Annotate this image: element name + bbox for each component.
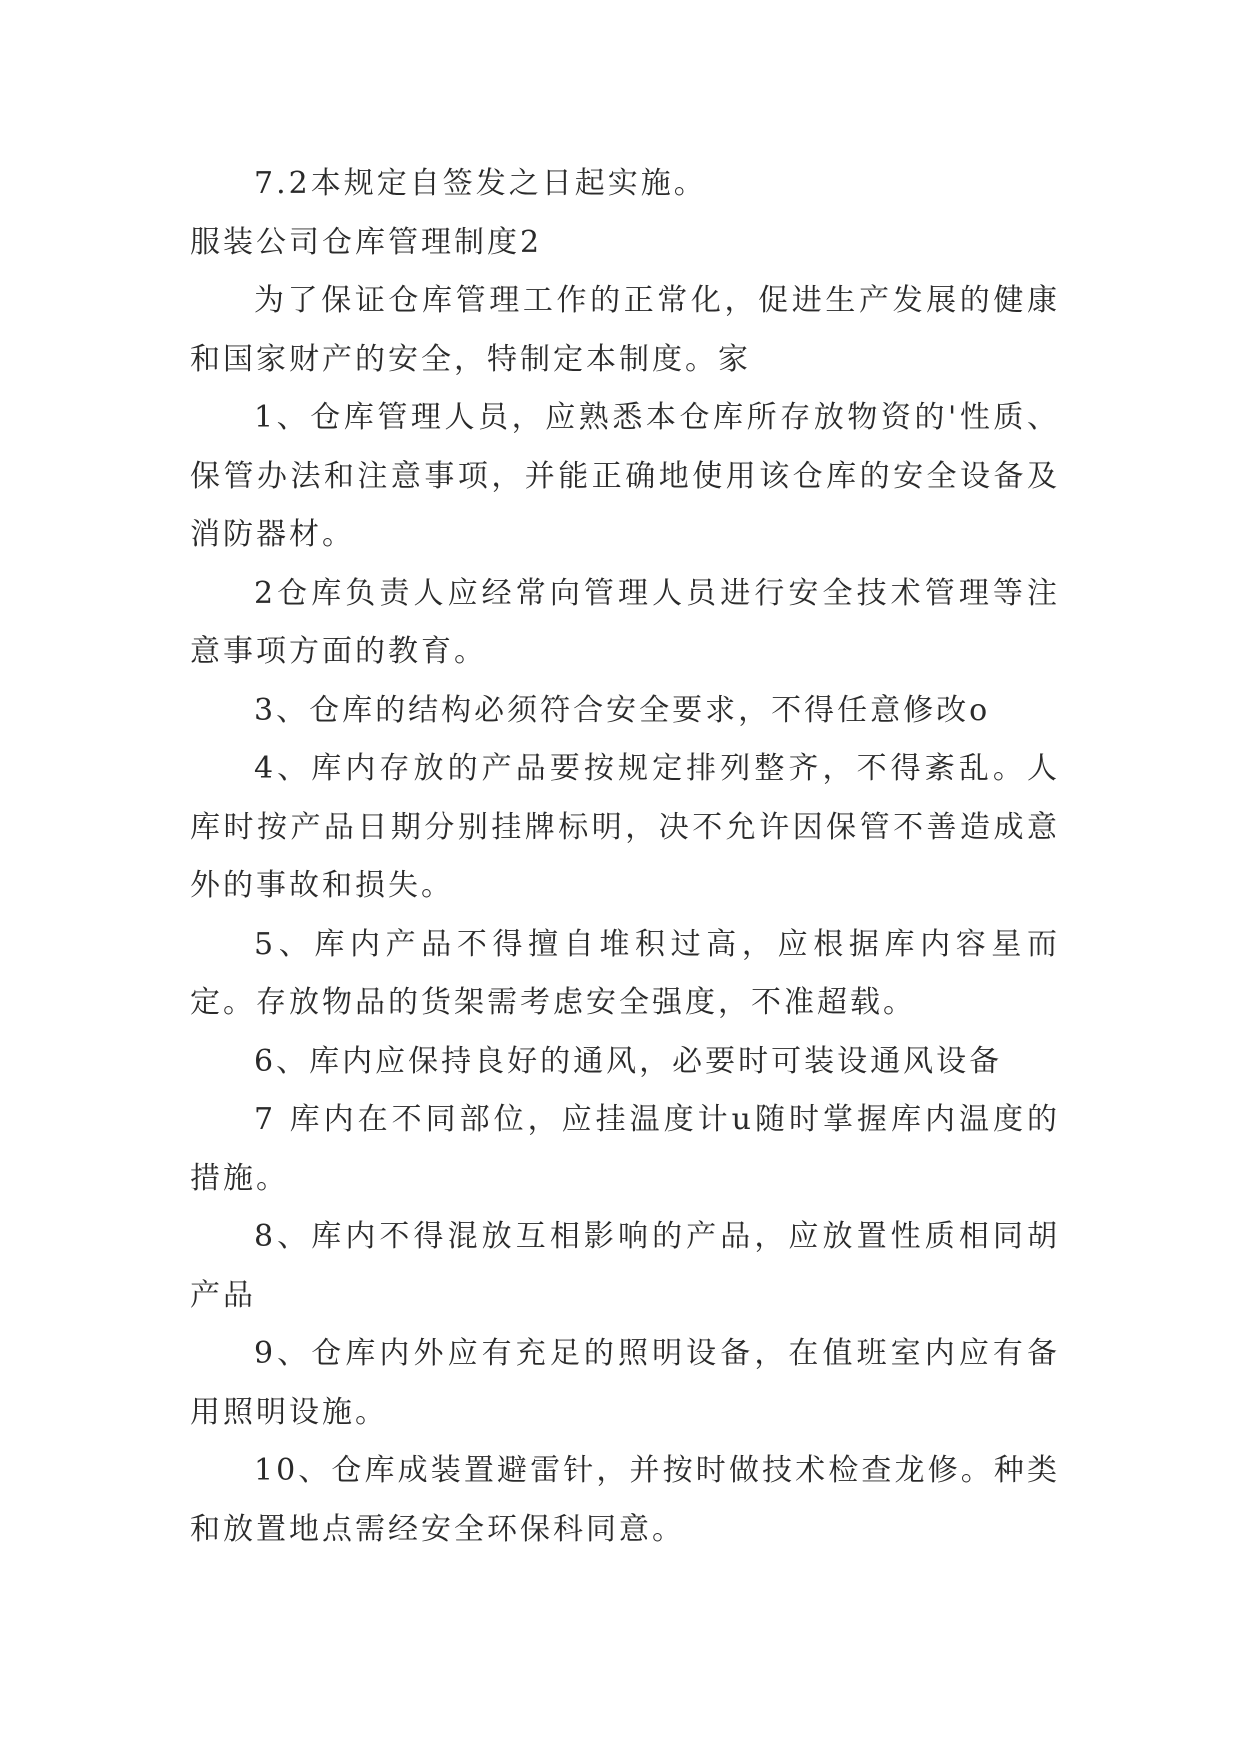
paragraph-item-2: 2仓库负责人应经常向管理人员进行安全技术管理等注意事项方面的教育。 bbox=[190, 575, 1060, 669]
paragraph-item-1: 1、仓库管理人员，应熟悉本仓库所存放物资的'性质、保管办法和注意事项，并能正确地使用该仓库的安全设备及消防器材。 bbox=[190, 400, 1060, 552]
document-body bbox=[190, 155, 1060, 1559]
paragraph-item-4: 4、库内存放的产品要按规定排列整齐，不得紊乱。人库时按产品日期分别挂牌标明，决不允许因保管不善造成意外的事故和损失。 bbox=[190, 751, 1060, 903]
paragraph-item-8: 8、库内不得混放互相影响的产品，应放置性质相同胡产品 bbox=[190, 1219, 1060, 1313]
section-heading: 服装公司仓库管理制度2 bbox=[190, 224, 543, 260]
paragraph-7-2: 7.2本规定自签发之日起实施。 bbox=[254, 166, 707, 201]
paragraph-item-7: 7 库内在不同部位，应挂温度计u随时掌握库内温度的措施。 bbox=[190, 1102, 1060, 1196]
paragraph-item-9: 9、仓库内外应有充足的照明设备，在值班室内应有备用照明设施。 bbox=[190, 1336, 1060, 1430]
paragraph-item-5: 5、库内产品不得擅自堆积过高，应根据库内容星而定。存放物品的货架需考虑安全强度，不准超载。 bbox=[190, 926, 1060, 1020]
paragraph-item-6: 6、库内应保持良好的通风，必要时可装设通风设备 bbox=[254, 1043, 1003, 1079]
paragraph-item-10: 10、仓库成装置避雷针，并按时做技术检查龙修。种类和放置地点需经安全环保科同意。 bbox=[190, 1453, 1060, 1547]
paragraph-item-3: 3、仓库的结构必须符合安全要求，不得任意修改o bbox=[254, 692, 991, 728]
paragraph-intro: 为了保证仓库管理工作的正常化，促进生产发展的健康和国家财产的安全，特制定本制度。家 bbox=[190, 283, 1060, 377]
